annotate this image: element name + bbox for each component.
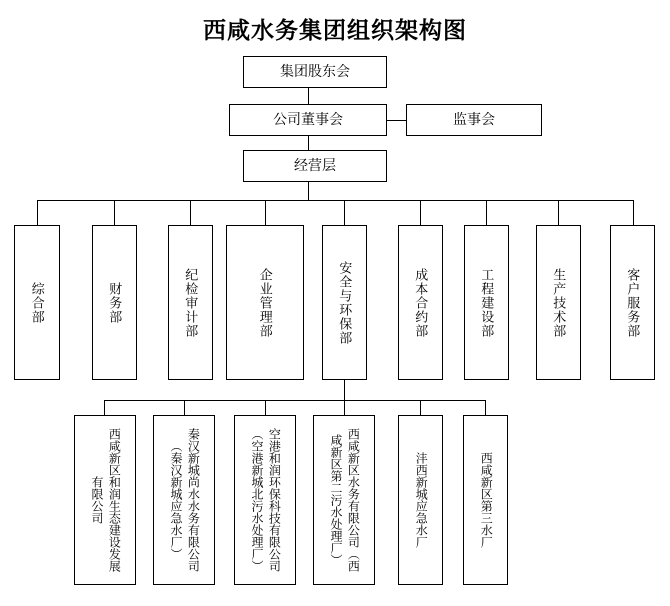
connector-drop-sub-6 — [485, 400, 486, 415]
department-label: 生产技术部 — [551, 267, 567, 338]
subsidiary-label: 西咸新区第三水厂 — [479, 452, 494, 548]
node-shareholders[interactable] — [243, 56, 387, 88]
department-box-8[interactable] — [536, 225, 581, 380]
connector-drop-sub-2 — [184, 400, 185, 415]
connector-board-supervisors — [387, 120, 406, 121]
node-shareholders-label: 集团股东会 — [280, 63, 350, 80]
connector-drop-dept-1 — [37, 200, 38, 225]
subsidiary-box-5[interactable] — [398, 415, 443, 585]
connector-drop-dept-6 — [420, 200, 421, 225]
department-box-5[interactable] — [322, 225, 367, 380]
node-management[interactable] — [243, 150, 387, 182]
department-box-2[interactable] — [92, 225, 137, 380]
subsidiary-label: 西咸新区和润生态建设发展有限公司 — [90, 428, 122, 572]
department-label: 纪检审计部 — [183, 267, 199, 338]
node-supervisors-label: 监事会 — [453, 111, 495, 128]
connector-drop-sub-5 — [420, 400, 421, 415]
subsidiary-box-4[interactable] — [313, 415, 375, 585]
connector-board-management — [308, 136, 309, 150]
node-board[interactable] — [229, 104, 387, 136]
connector-drop-sub-3 — [265, 400, 266, 415]
node-management-label: 经营层 — [294, 157, 336, 174]
connector-shareholders-board — [308, 88, 309, 104]
department-label: 安全与环保部 — [337, 260, 353, 345]
node-supervisors[interactable] — [406, 104, 542, 136]
subsidiary-label: 西咸新区水务有限公司（西咸新区第二污水处理厂） — [329, 428, 361, 572]
department-label: 财务部 — [107, 281, 123, 324]
subsidiary-label: 沣西新城应急水厂 — [414, 452, 429, 548]
connector-department-bus — [37, 200, 633, 201]
connector-management-bus — [308, 182, 309, 200]
subsidiary-box-1[interactable] — [74, 415, 136, 585]
connector-drop-dept-8 — [558, 200, 559, 225]
department-box-6[interactable] — [398, 225, 443, 380]
node-board-label: 公司董事会 — [273, 111, 343, 128]
department-box-4[interactable] — [226, 225, 304, 380]
department-label: 综合部 — [29, 281, 45, 324]
connector-drop-sub-1 — [104, 400, 105, 415]
department-box-9[interactable] — [610, 225, 655, 380]
connector-drop-dept-5 — [344, 200, 345, 225]
connector-drop-dept-4 — [265, 200, 266, 225]
subsidiary-box-2[interactable] — [153, 415, 215, 585]
subsidiary-label: 秦汉新城尚水水务有限公司（秦汉新城应急水厂） — [169, 428, 201, 572]
connector-subsidiary-bus — [104, 400, 485, 401]
connector-dept5-to-sub-bus — [344, 380, 345, 400]
department-label: 工程建设部 — [479, 267, 495, 338]
connector-drop-sub-4 — [344, 400, 345, 415]
connector-drop-dept-3 — [190, 200, 191, 225]
subsidiary-box-6[interactable] — [463, 415, 508, 585]
page-title: 西咸水务集团组织架构图 — [203, 18, 467, 43]
connector-drop-dept-2 — [114, 200, 115, 225]
department-box-7[interactable] — [464, 225, 509, 380]
department-box-3[interactable] — [168, 225, 213, 380]
department-box-1[interactable] — [14, 225, 60, 380]
connector-drop-dept-7 — [486, 200, 487, 225]
department-label: 客户服务部 — [625, 267, 641, 338]
department-label: 企业管理部 — [257, 267, 273, 338]
connector-drop-dept-9 — [633, 200, 634, 225]
subsidiary-box-3[interactable] — [234, 415, 296, 585]
department-label: 成本合约部 — [413, 267, 429, 338]
subsidiary-label: 空港和润环保科技有限公司（空港新城北污水处理厂） — [250, 428, 282, 572]
